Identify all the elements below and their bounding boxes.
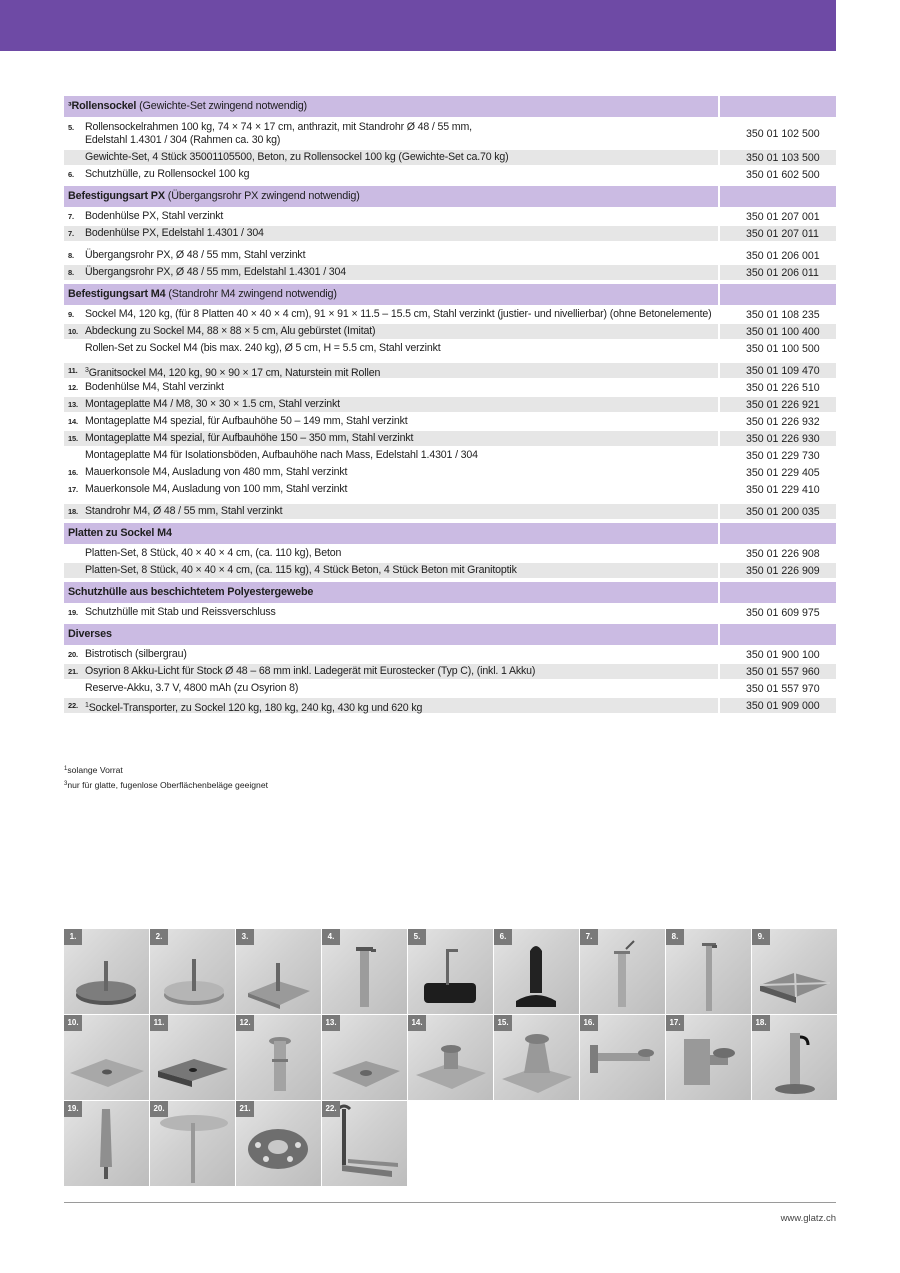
section-note: (Gewichte-Set zwingend notwendig) <box>136 100 308 112</box>
item-description: Montageplatte M4 für Isolationsböden, Aufbauhöhe nach Mass, Edelstahl 1.4301 / 304 <box>85 449 478 461</box>
item-description: Osyrion 8 Akku-Licht für Stock Ø 48 – 68 mm inkl. Ladegerät mit Eurostecker (Typ C), (inkl. 1 Akku) <box>85 665 536 677</box>
section-note: (Übergangsrohr PX zwingend notwendig) <box>164 190 360 202</box>
section-header <box>64 186 836 207</box>
price-table <box>64 96 836 715</box>
article-number: 350 01 229 410 <box>746 483 820 496</box>
item-description: Schutzhülle, zu Rollensockel 100 kg <box>85 168 250 180</box>
section-note: (Standrohr M4 zwingend notwendig) <box>165 288 337 300</box>
image-label: 8. <box>666 929 684 945</box>
article-number: 350 01 207 011 <box>720 226 836 241</box>
item-description: Sockel-Transporter, zu Sockel 120 kg, 180 kg, 240 kg, 430 kg und 620 kg <box>88 702 423 714</box>
article-number: 350 01 100 400 <box>720 324 836 339</box>
article-number: 350 01 200 035 <box>720 504 836 519</box>
item-description: Platten-Set, 8 Stück, 40 × 40 × 4 cm, (ca. 110 kg), Beton <box>85 547 342 559</box>
product-image <box>580 1015 665 1100</box>
image-label: 13. <box>322 1015 340 1031</box>
product-image <box>64 1015 149 1100</box>
article-number: 350 01 226 510 <box>746 381 820 394</box>
image-label: 1. <box>64 929 82 945</box>
item-description: Schutzhülle mit Stab und Reissverschluss <box>85 606 276 618</box>
image-label: 12. <box>236 1015 254 1031</box>
product-image <box>580 929 665 1014</box>
item-description: Montageplatte M4 / M8, 30 × 30 × 1.5 cm, Stahl verzinkt <box>85 398 340 410</box>
article-number: 350 01 557 970 <box>746 682 820 695</box>
table-row <box>64 324 836 339</box>
table-row <box>64 605 836 620</box>
table-row <box>64 448 836 463</box>
table-row <box>64 563 836 578</box>
item-number: 18. <box>68 507 78 516</box>
section-title: Befestigungsart M4 <box>68 288 166 300</box>
item-description: Übergangsrohr PX, Ø 48 / 55 mm, Stahl verzinkt <box>85 249 306 261</box>
item-number: 7. <box>68 212 74 221</box>
item-description: Edelstahl 1.4301 / 304 (Rahmen ca. 30 kg) <box>85 134 281 146</box>
image-label: 4. <box>322 929 340 945</box>
item-description: Gewichte-Set, 4 Stück 35001105500, Beton, zu Rollensockel 100 kg (Gewichte-Set ca.70 kg) <box>85 151 509 163</box>
item-description: Rollen-Set zu Sockel M4 (bis max. 240 kg), Ø 5 cm, H = 5.5 cm, Stahl verzinkt <box>85 342 441 354</box>
image-label: 20. <box>150 1101 168 1117</box>
section-title: Schutzhülle aus beschichtetem Polyestergewebe <box>68 586 314 598</box>
image-label: 7. <box>580 929 598 945</box>
footnote-ref: 1 <box>85 702 89 709</box>
table-row <box>64 380 836 395</box>
table-row <box>64 414 836 429</box>
image-label: 3. <box>236 929 254 945</box>
item-description: Reserve-Akku, 3.7 V, 4800 mAh (zu Osyrion 8) <box>85 682 299 694</box>
product-image <box>236 929 321 1014</box>
section-header <box>64 582 836 603</box>
item-number: 15. <box>68 434 78 443</box>
article-number: 350 01 207 001 <box>746 210 820 223</box>
table-row <box>64 167 836 182</box>
product-image <box>236 1015 321 1100</box>
item-description: Montageplatte M4 spezial, für Aufbauhöhe 150 – 350 mm, Stahl verzinkt <box>85 432 414 444</box>
item-number: 21. <box>68 667 78 676</box>
article-number: 350 01 229 730 <box>746 449 820 462</box>
item-number: 10. <box>68 327 78 336</box>
image-label: 19. <box>64 1101 82 1117</box>
product-image <box>752 929 837 1014</box>
item-number: 11. <box>68 366 78 375</box>
footer-url[interactable]: www.glatz.ch <box>780 1213 836 1224</box>
item-number: 8. <box>68 268 74 277</box>
item-number: 16. <box>68 468 78 477</box>
table-row <box>64 431 836 446</box>
table-row <box>64 341 836 356</box>
product-image <box>666 929 751 1014</box>
item-description: Bodenhülse PX, Stahl verzinkt <box>85 210 224 222</box>
table-row <box>64 119 836 148</box>
table-row <box>64 504 836 519</box>
image-label: 22. <box>322 1101 340 1117</box>
item-number: 20. <box>68 650 78 659</box>
section-title: ³Rollensockel <box>68 100 137 112</box>
product-image <box>752 1015 837 1100</box>
item-description: Granitsockel M4, 120 kg, 90 × 90 × 17 cm, Naturstein mit Rollen <box>88 367 381 379</box>
item-description: Montageplatte M4 spezial, für Aufbauhöhe 50 – 149 mm, Stahl verzinkt <box>85 415 408 427</box>
image-label: 17. <box>666 1015 684 1031</box>
table-row <box>64 482 836 497</box>
article-number: 350 01 103 500 <box>720 150 836 165</box>
image-label: 9. <box>752 929 770 945</box>
article-number: 350 01 602 500 <box>746 168 820 181</box>
image-label: 18. <box>752 1015 770 1031</box>
product-image <box>150 1015 235 1100</box>
table-row <box>64 397 836 412</box>
product-image <box>150 929 235 1014</box>
item-number: 7. <box>68 229 74 238</box>
article-number: 350 01 102 500 <box>746 127 820 140</box>
item-number: 6. <box>68 170 74 179</box>
section-title: Platten zu Sockel M4 <box>68 527 172 539</box>
table-row <box>64 465 836 480</box>
item-number: 19. <box>68 608 78 617</box>
article-number: 350 01 226 930 <box>720 431 836 446</box>
image-label: 5. <box>408 929 426 945</box>
item-number: 8. <box>68 251 74 260</box>
item-description: Sockel M4, 120 kg, (für 8 Platten 40 × 40 × 4 cm), 91 × 91 × 11.5 – 15.5 cm, Stahl verzinkt (justier- und nivellierbar) (ohne Betonelemente) <box>85 308 712 320</box>
product-image <box>666 1015 751 1100</box>
section-header <box>64 96 836 117</box>
article-number: 350 01 609 975 <box>746 606 820 619</box>
image-label: 14. <box>408 1015 426 1031</box>
article-number: 350 01 226 921 <box>720 397 836 412</box>
product-image <box>408 1015 493 1100</box>
article-number: 350 01 229 405 <box>746 466 820 479</box>
item-number: 9. <box>68 310 74 319</box>
product-image <box>322 929 407 1014</box>
article-number: 350 01 206 001 <box>746 249 820 262</box>
table-row <box>64 307 836 322</box>
item-number: 5. <box>68 123 74 132</box>
image-label: 15. <box>494 1015 512 1031</box>
table-row <box>64 664 836 679</box>
product-image-grid <box>64 929 836 1185</box>
image-label: 21. <box>236 1101 254 1117</box>
item-number: 14. <box>68 417 78 426</box>
section-header <box>64 624 836 645</box>
article-number: 350 01 909 000 <box>720 698 836 713</box>
item-number: 13. <box>68 400 78 409</box>
item-description: Bodenhülse PX, Edelstahl 1.4301 / 304 <box>85 227 264 239</box>
item-description: Platten-Set, 8 Stück, 40 × 40 × 4 cm, (ca. 115 kg), 4 Stück Beton, 4 Stück Beton mit Granitoptik <box>85 564 517 576</box>
footnote-ref: 3 <box>85 367 89 374</box>
item-number: 17. <box>68 485 78 494</box>
product-image <box>408 929 493 1014</box>
section-header <box>64 284 836 305</box>
product-image <box>322 1101 407 1186</box>
table-row <box>64 363 836 378</box>
table-row <box>64 698 836 713</box>
item-description: Übergangsrohr PX, Ø 48 / 55 mm, Edelstahl 1.4301 / 304 <box>85 266 347 278</box>
article-number: 350 01 557 960 <box>720 664 836 679</box>
item-description: Mauerkonsole M4, Ausladung von 480 mm, Stahl verzinkt <box>85 466 348 478</box>
item-description: Bodenhülse M4, Stahl verzinkt <box>85 381 224 393</box>
article-number: 350 01 226 909 <box>720 563 836 578</box>
footnote: $^3$nur für glatte, fugenlose Oberflächenbeläge geeignet <box>64 780 269 790</box>
table-row <box>64 248 836 263</box>
item-description: Abdeckung zu Sockel M4, 88 × 88 × 5 cm, Alu gebürstet (Imitat) <box>85 325 376 337</box>
product-image <box>494 929 579 1014</box>
product-image <box>64 929 149 1014</box>
table-row <box>64 647 836 662</box>
article-number: 350 01 900 100 <box>746 648 820 661</box>
footnotes <box>64 762 268 792</box>
footer-rule <box>64 1202 836 1203</box>
product-image <box>236 1101 321 1186</box>
table-row <box>64 226 836 241</box>
table-row <box>64 265 836 280</box>
product-image <box>64 1101 149 1186</box>
image-label: 11. <box>150 1015 168 1031</box>
product-image <box>322 1015 407 1100</box>
table-row <box>64 546 836 561</box>
image-label: 10. <box>64 1015 82 1031</box>
item-description: Mauerkonsole M4, Ausladung von 100 mm, Stahl verzinkt <box>85 483 348 495</box>
footnote: $^1$solange Vorrat <box>64 765 123 775</box>
product-image <box>494 1015 579 1100</box>
table-row <box>64 681 836 696</box>
section-header <box>64 523 836 544</box>
item-number: 12. <box>68 383 78 392</box>
image-label: 6. <box>494 929 512 945</box>
section-title: Befestigungsart PX <box>68 190 165 202</box>
image-label: 2. <box>150 929 168 945</box>
article-number: 350 01 206 011 <box>720 265 836 280</box>
item-description: Bistrotisch (silbergrau) <box>85 648 187 660</box>
section-title: Diverses <box>68 628 112 640</box>
image-label: 16. <box>580 1015 598 1031</box>
article-number: 350 01 100 500 <box>746 342 820 355</box>
item-description: Standrohr M4, Ø 48 / 55 mm, Stahl verzinkt <box>85 505 283 517</box>
article-number: 350 01 226 908 <box>746 547 820 560</box>
item-description: Rollensockelrahmen 100 kg, 74 × 74 × 17 cm, anthrazit, mit Standrohr Ø 48 / 55 mm, <box>85 121 472 133</box>
article-number: 350 01 108 235 <box>746 308 820 321</box>
table-row <box>64 209 836 224</box>
header-bar <box>0 0 836 51</box>
article-number: 350 01 109 470 <box>720 363 836 378</box>
article-number: 350 01 226 932 <box>746 415 820 428</box>
product-image <box>150 1101 235 1186</box>
item-number: 22. <box>68 701 78 710</box>
table-row <box>64 150 836 165</box>
